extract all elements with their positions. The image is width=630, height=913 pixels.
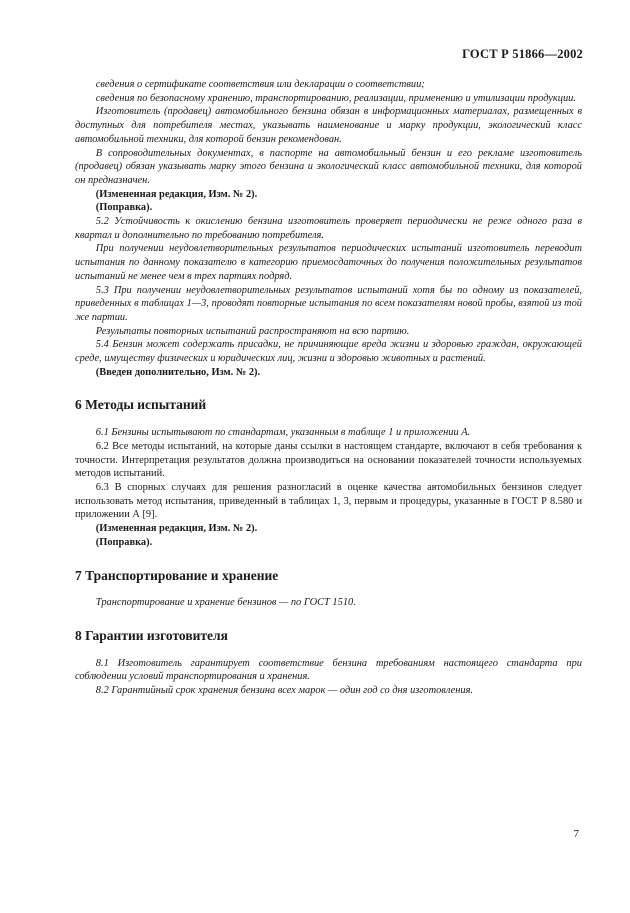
- section-heading-8: 8 Гарантии изготовителя: [75, 627, 228, 643]
- paragraph: 6.3 В спорных случаях для решения разногласий в оценке качества автомобильных бензинов следует использовать метод испытания, приведенный в таблицах 1, 3, первым и процедуры, указанные в ГОСТ Р 8.580 и приложении А [9].: [75, 481, 582, 521]
- paragraph: 5.3 При получении неудовлетворительных результатов испытаний хотя бы по одному из показателей, приведенных в таблицах 1—3, проводят повторные испытания по всем показателям новой пробы, взятой из той же партии.: [75, 284, 582, 323]
- paragraph: 5.4 Бензин может содержать присадки, не причиняющие вреда жизни и здоровью граждан, окружающей среде, имуществу физических и юридических лиц, жизни и здоровью животных и растений.: [75, 339, 582, 365]
- paragraph: сведения о сертификате соответствия или декларации о соответствии;: [95, 79, 425, 90]
- paragraph: Транспортирование и хранение бензинов — по ГОСТ 1510.: [95, 597, 356, 609]
- paragraph: Результаты повторных испытаний распространяют на всю партию.: [95, 325, 410, 337]
- section-heading-7: 7 Транспортирование и хранение: [75, 567, 279, 583]
- section-heading-6: 6 Методы испытаний: [75, 397, 207, 413]
- paragraph: В сопроводительных документах, в паспорте на автомобильный бензин и его рекламе изготовитель (продавец) обязан указывать марку этого бензина и экологический класс автомобильной техники, для которой он предназначен.: [75, 147, 582, 186]
- paragraph: 6.2 Все методы испытаний, на которые даны ссылки в настоящем стандарте, включают в себя требования к точности. Интерпретация результатов должна производиться на основании показателей точности используемых методов испытаний.: [75, 440, 582, 480]
- paragraph: При получении неудовлетворительных результатов периодических испытаний изготовитель переводит испытания по данному показателю в категорию приемосдаточных до получения положительных результатов испытаний не менее чем в трех партиях подряд.: [75, 243, 582, 282]
- page-number: 7: [573, 828, 579, 840]
- amendment-note: (Измененная редакция, Изм. № 2).: [95, 523, 258, 535]
- paragraph: 8.2 Гарантийный срок хранения бензина всех марок — один год со дня изготовления.: [95, 685, 473, 697]
- amendment-note: (Измененная редакция, Изм. № 2).: [95, 188, 258, 200]
- correction-note: (Поправка).: [95, 536, 153, 548]
- paragraph: 8.1 Изготовитель гарантирует соответствие бензина требованиям настоящего стандарта при соблюдении условий транспортирования и хранения.: [75, 657, 582, 683]
- paragraph: 6.1 Бензины испытывают по стандартам, указанным в таблице 1 и приложении А.: [95, 427, 471, 439]
- amendment-note: (Введен дополнительно, Изм. № 2).: [95, 366, 261, 378]
- document-code: ГОСТ Р 51866—2002: [462, 47, 583, 61]
- correction-note: (Поправка).: [95, 202, 153, 214]
- paragraph: сведения по безопасному хранению, транспортированию, реализации, применению и утилизации продукции.: [95, 92, 576, 104]
- page-content: [75, 78, 582, 698]
- paragraph: Изготовитель (продавец) автомобильного бензина обязан в информационных материалах, размещенных в доступных для потребителя местах, указывать наименование и марку продукции, экологический класс автомобильной техники, для которой бензин рекомендован.: [75, 106, 582, 145]
- paragraph: 5.2 Устойчивость к окислению бензина изготовитель проверяет периодически не реже одного раза в квартал и дополнительно по требованию потребителя.: [75, 216, 582, 241]
